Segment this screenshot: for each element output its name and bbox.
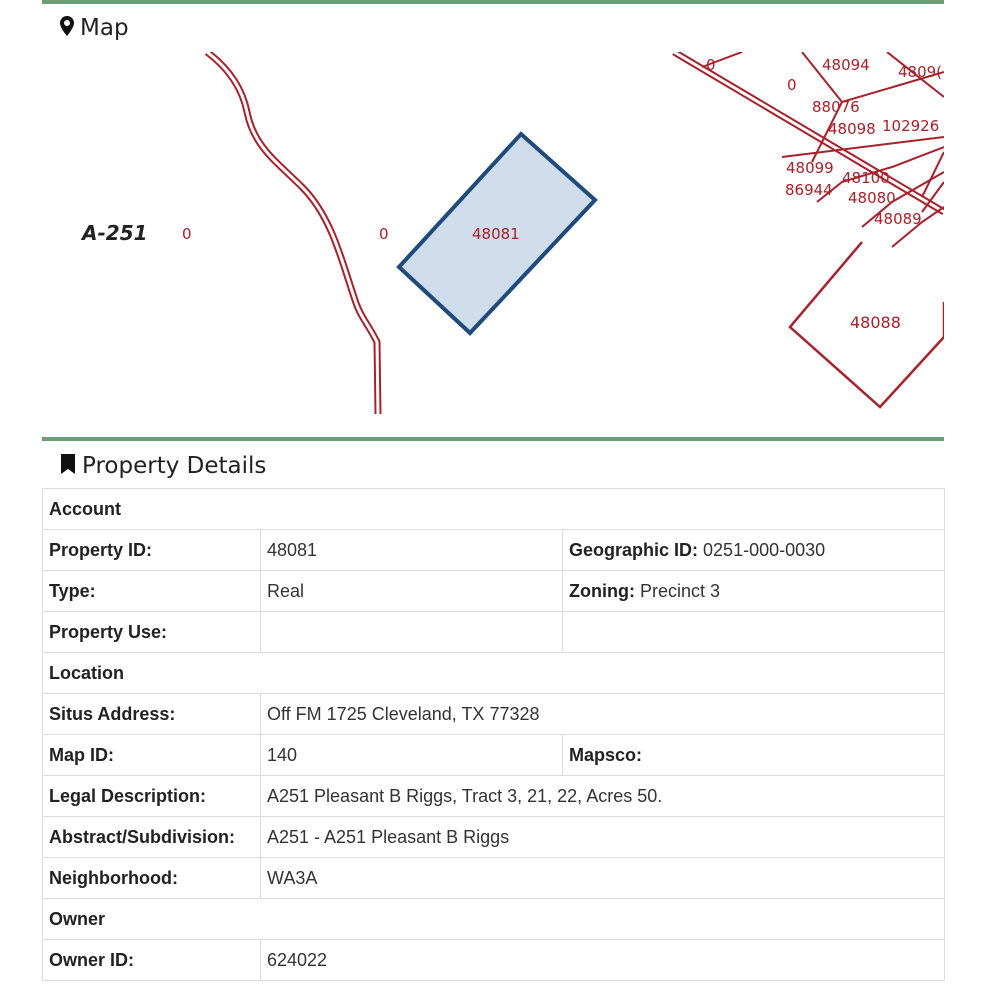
- table-row: [43, 940, 945, 981]
- parcel-label: 48094: [822, 56, 870, 74]
- details-section-rule: [42, 437, 944, 441]
- table-row: [43, 735, 945, 776]
- abstract-subdivision-value: A251 - A251 Pleasant B Riggs: [261, 817, 945, 858]
- map-section-title: Map: [80, 15, 129, 41]
- table-row: [43, 899, 945, 940]
- parcel-label: 102926: [882, 117, 940, 135]
- situs-address-label: Situs Address:: [43, 694, 261, 735]
- map-section-rule: [42, 0, 944, 4]
- table-row: [43, 817, 945, 858]
- parcel-label: 48098: [828, 120, 876, 138]
- table-row: [43, 612, 945, 653]
- table-row: [43, 776, 945, 817]
- map-marker-icon: [60, 16, 74, 40]
- map-section-heading: [60, 15, 129, 41]
- owner-header: Owner: [43, 899, 945, 940]
- geographic-id-cell: [563, 530, 945, 571]
- map-zero-label: 0: [787, 76, 797, 94]
- parcel-label: 88076: [812, 98, 860, 116]
- map-id-value: 140: [261, 735, 563, 776]
- parcel-label: 48088: [850, 313, 901, 332]
- table-row: [43, 571, 945, 612]
- details-section-heading: [60, 453, 266, 479]
- account-header: Account: [43, 489, 945, 530]
- parcel-label: 48080: [848, 189, 896, 207]
- neighborhood-label: Neighborhood:: [43, 858, 261, 899]
- situs-address-value: Off FM 1725 Cleveland, TX 77328: [261, 694, 945, 735]
- highlighted-parcel-label: 48081: [472, 225, 520, 243]
- parcel-label: 86944: [785, 181, 833, 199]
- legal-description-label: Legal Description:: [43, 776, 261, 817]
- geographic-id-value: 0251-000-0030: [703, 539, 826, 560]
- mapsco-cell: [563, 735, 945, 776]
- map-road-line: [207, 52, 378, 414]
- map-id-label: Map ID:: [43, 735, 261, 776]
- legal-description-value: A251 Pleasant B Riggs, Tract 3, 21, 22, Acres 50.: [261, 776, 945, 817]
- table-row: [43, 530, 945, 571]
- details-section-title: Property Details: [82, 453, 267, 479]
- type-label: Type:: [43, 571, 261, 612]
- property-use-label: Property Use:: [43, 612, 261, 653]
- parcel-label: 48100: [842, 169, 890, 187]
- zoning-label: Zoning:: [569, 580, 635, 601]
- bookmark-icon: [60, 454, 76, 478]
- property-use-value: [261, 612, 563, 653]
- parcel-label: 48089: [874, 210, 922, 228]
- parcel-label: 4809(: [898, 63, 943, 81]
- map-zero-label: 0: [379, 225, 389, 243]
- empty-cell: [563, 612, 945, 653]
- table-row: [43, 694, 945, 735]
- table-row: [43, 858, 945, 899]
- mapsco-label: Mapsco:: [569, 744, 643, 765]
- type-value: Real: [261, 571, 563, 612]
- parcel-map[interactable]: [42, 52, 944, 414]
- map-zero-label: 0: [182, 225, 192, 243]
- location-header: Location: [43, 653, 945, 694]
- neighborhood-value: WA3A: [261, 858, 945, 899]
- table-row: [43, 489, 945, 530]
- abstract-map-label: A-251: [82, 221, 148, 245]
- abstract-subdivision-label: Abstract/Subdivision:: [43, 817, 261, 858]
- zoning-cell: [563, 571, 945, 612]
- owner-id-label: Owner ID:: [43, 940, 261, 981]
- property-details-table: [42, 488, 945, 981]
- owner-id-value: 624022: [261, 940, 945, 981]
- geographic-id-label: Geographic ID:: [569, 539, 699, 560]
- property-id-value: 48081: [261, 530, 563, 571]
- property-id-label: Property ID:: [43, 530, 261, 571]
- map-zero-label: 0: [706, 56, 716, 74]
- zoning-value: Precinct 3: [640, 580, 721, 601]
- table-row: [43, 653, 945, 694]
- parcel-label: 48099: [786, 159, 834, 177]
